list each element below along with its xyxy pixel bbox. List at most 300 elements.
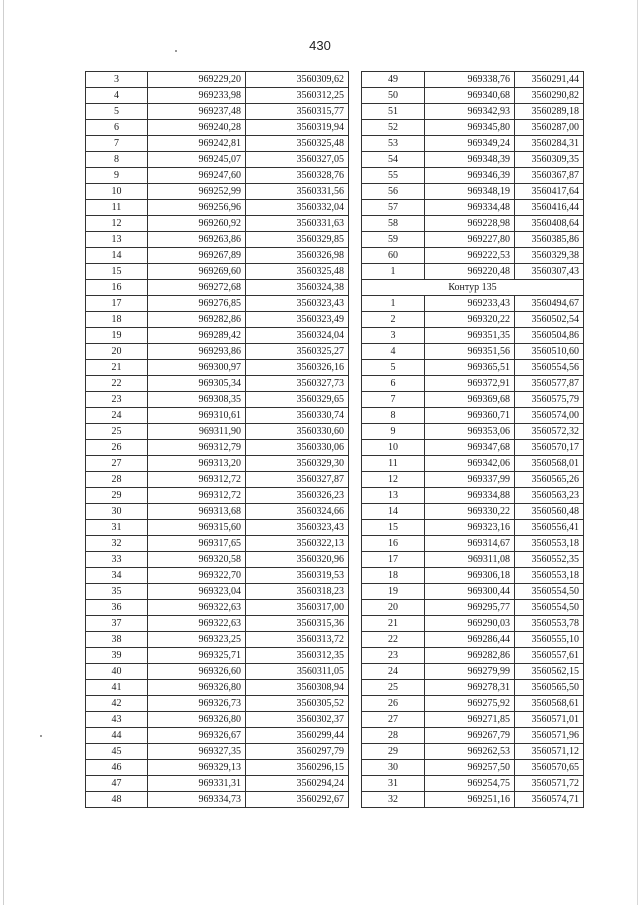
point-number-cell: 1 [362,296,425,312]
point-number-cell: 6 [86,120,148,136]
table-row [362,200,584,216]
coordinate-x-cell: 969311,90 [148,424,246,440]
coordinate-y-cell: 3560326,16 [246,360,349,376]
coordinate-y-cell: 3560570,65 [515,760,584,776]
coordinate-y-cell: 3560319,94 [246,120,349,136]
coordinate-x-cell: 969365,51 [425,360,515,376]
coordinate-y-cell: 3560571,12 [515,744,584,760]
point-number-cell: 57 [362,200,425,216]
table-row [86,552,349,568]
coordinate-y-cell: 3560332,04 [246,200,349,216]
coordinate-y-cell: 3560557,61 [515,648,584,664]
coordinate-y-cell: 3560555,10 [515,632,584,648]
point-number-cell: 48 [86,792,148,808]
coordinate-x-cell: 969340,68 [425,88,515,104]
coordinate-x-cell: 969290,03 [425,616,515,632]
coordinate-y-cell: 3560329,65 [246,392,349,408]
coordinate-y-cell: 3560292,67 [246,792,349,808]
table-row [362,360,584,376]
point-number-cell: 5 [86,104,148,120]
table-row [86,424,349,440]
coordinate-x-cell: 969315,60 [148,520,246,536]
table-row [86,344,349,360]
coordinate-x-cell: 969312,79 [148,440,246,456]
coordinate-x-cell: 969312,72 [148,488,246,504]
coordinate-y-cell: 3560313,72 [246,632,349,648]
table-row [362,72,584,88]
table-row [86,408,349,424]
coordinate-x-cell: 969334,48 [425,200,515,216]
coordinate-x-cell: 969267,79 [425,728,515,744]
coordinate-x-cell: 969282,86 [425,648,515,664]
table-row [362,760,584,776]
point-number-cell: 28 [362,728,425,744]
table-row [362,264,584,280]
table-row [362,472,584,488]
coordinate-y-cell: 3560556,41 [515,520,584,536]
point-number-cell: 11 [362,456,425,472]
coordinate-x-cell: 969326,60 [148,664,246,680]
table-row [86,568,349,584]
coordinate-y-cell: 3560575,79 [515,392,584,408]
coordinate-x-cell: 969314,67 [425,536,515,552]
table-row [362,328,584,344]
coordinate-x-cell: 969322,70 [148,568,246,584]
table-row [362,296,584,312]
point-number-cell: 58 [362,216,425,232]
coordinate-x-cell: 969323,16 [425,520,515,536]
point-number-cell: 18 [362,568,425,584]
coordinate-y-cell: 3560302,37 [246,712,349,728]
coordinate-y-cell: 3560325,48 [246,136,349,152]
coordinate-x-cell: 969369,68 [425,392,515,408]
table-row [362,312,584,328]
coordinate-x-cell: 969240,28 [148,120,246,136]
coordinate-y-cell: 3560385,86 [515,232,584,248]
coordinate-y-cell: 3560571,72 [515,776,584,792]
coordinate-x-cell: 969334,73 [148,792,246,808]
coordinate-y-cell: 3560562,15 [515,664,584,680]
table-row [362,408,584,424]
point-number-cell: 24 [362,664,425,680]
coordinate-x-cell: 969351,56 [425,344,515,360]
coordinate-x-cell: 969279,99 [425,664,515,680]
point-number-cell: 25 [86,424,148,440]
coordinate-x-cell: 969293,86 [148,344,246,360]
point-number-cell: 13 [86,232,148,248]
coordinate-y-cell: 3560323,43 [246,520,349,536]
point-number-cell: 39 [86,648,148,664]
coordinate-y-cell: 3560554,50 [515,584,584,600]
table-row [86,584,349,600]
point-number-cell: 35 [86,584,148,600]
coordinate-x-cell: 969237,48 [148,104,246,120]
point-number-cell: 22 [362,632,425,648]
table-row [86,296,349,312]
coordinate-x-cell: 969330,22 [425,504,515,520]
table-row [86,136,349,152]
coordinate-y-cell: 3560416,44 [515,200,584,216]
point-number-cell: 7 [86,136,148,152]
table-row [362,712,584,728]
coordinate-y-cell: 3560330,60 [246,424,349,440]
table-row [362,744,584,760]
coordinate-x-cell: 969313,20 [148,456,246,472]
point-number-cell: 31 [86,520,148,536]
coordinate-x-cell: 969256,96 [148,200,246,216]
coordinate-x-cell: 969272,68 [148,280,246,296]
point-number-cell: 14 [362,504,425,520]
point-number-cell: 47 [86,776,148,792]
coordinate-x-cell: 969327,35 [148,744,246,760]
point-number-cell: 17 [86,296,148,312]
coordinate-x-cell: 969323,25 [148,632,246,648]
coordinate-x-cell: 969278,31 [425,680,515,696]
coordinate-y-cell: 3560553,18 [515,568,584,584]
coordinate-x-cell: 969345,80 [425,120,515,136]
coordinate-x-cell: 969338,76 [425,72,515,88]
coordinate-y-cell: 3560326,98 [246,248,349,264]
coordinates-table-right [361,71,584,808]
coordinate-x-cell: 969351,35 [425,328,515,344]
point-number-cell: 12 [362,472,425,488]
coordinates-table-right-body [362,72,584,808]
coordinate-y-cell: 3560331,56 [246,184,349,200]
coordinate-y-cell: 3560320,96 [246,552,349,568]
table-row [86,456,349,472]
coordinate-y-cell: 3560318,23 [246,584,349,600]
table-row [86,744,349,760]
table-row [362,728,584,744]
point-number-cell: 36 [86,600,148,616]
coordinate-x-cell: 969263,86 [148,232,246,248]
coordinate-y-cell: 3560319,53 [246,568,349,584]
table-row [86,488,349,504]
point-number-cell: 51 [362,104,425,120]
coordinate-y-cell: 3560577,87 [515,376,584,392]
point-number-cell: 30 [86,504,148,520]
coordinate-y-cell: 3560287,00 [515,120,584,136]
coordinate-y-cell: 3560574,71 [515,792,584,808]
coordinate-y-cell: 3560284,31 [515,136,584,152]
table-row [86,104,349,120]
coordinate-y-cell: 3560324,04 [246,328,349,344]
coordinate-y-cell: 3560330,74 [246,408,349,424]
table-row [86,360,349,376]
point-number-cell: 34 [86,568,148,584]
point-number-cell: 1 [362,264,425,280]
coordinate-x-cell: 969347,68 [425,440,515,456]
section-title: Контур 135 [362,280,584,296]
coordinate-x-cell: 969233,98 [148,88,246,104]
table-row [86,72,349,88]
coordinate-x-cell: 969300,97 [148,360,246,376]
point-number-cell: 30 [362,760,425,776]
coordinate-x-cell: 969233,43 [425,296,515,312]
point-number-cell: 4 [86,88,148,104]
point-number-cell: 3 [362,328,425,344]
table-row [362,568,584,584]
point-number-cell: 27 [362,712,425,728]
table-row [362,456,584,472]
point-number-cell: 20 [362,600,425,616]
coordinate-x-cell: 969326,80 [148,712,246,728]
coordinate-x-cell: 969300,44 [425,584,515,600]
point-number-cell: 16 [362,536,425,552]
table-row [86,664,349,680]
table-row [362,392,584,408]
point-number-cell: 54 [362,152,425,168]
point-number-cell: 59 [362,232,425,248]
coordinate-x-cell: 969311,08 [425,552,515,568]
coordinates-table-left-body [86,72,349,808]
coordinate-y-cell: 3560326,23 [246,488,349,504]
coordinate-y-cell: 3560290,82 [515,88,584,104]
table-row [362,632,584,648]
coordinate-y-cell: 3560568,61 [515,696,584,712]
coordinate-x-cell: 969313,68 [148,504,246,520]
coordinate-x-cell: 969252,99 [148,184,246,200]
point-number-cell: 26 [86,440,148,456]
coordinate-x-cell: 969326,80 [148,680,246,696]
table-row [362,136,584,152]
coordinate-y-cell: 3560560,48 [515,504,584,520]
coordinate-x-cell: 969276,85 [148,296,246,312]
coordinate-x-cell: 969267,89 [148,248,246,264]
coordinate-x-cell: 969286,44 [425,632,515,648]
point-number-cell: 23 [362,648,425,664]
coordinate-y-cell: 3560502,54 [515,312,584,328]
table-row [86,776,349,792]
coordinate-x-cell: 969251,16 [425,792,515,808]
coordinate-y-cell: 3560324,38 [246,280,349,296]
point-number-cell: 24 [86,408,148,424]
coordinate-x-cell: 969346,39 [425,168,515,184]
point-number-cell: 29 [86,488,148,504]
table-row [362,488,584,504]
table-row [362,792,584,808]
coordinate-y-cell: 3560554,50 [515,600,584,616]
point-number-cell: 15 [86,264,148,280]
coordinate-y-cell: 3560329,85 [246,232,349,248]
coordinate-y-cell: 3560309,35 [515,152,584,168]
table-row [86,616,349,632]
coordinate-y-cell: 3560329,38 [515,248,584,264]
coordinate-y-cell: 3560323,43 [246,296,349,312]
table-row [362,616,584,632]
coordinate-x-cell: 969245,07 [148,152,246,168]
coordinate-y-cell: 3560565,50 [515,680,584,696]
coordinate-x-cell: 969220,48 [425,264,515,280]
coordinate-y-cell: 3560309,62 [246,72,349,88]
table-row [86,200,349,216]
table-row [362,216,584,232]
point-number-cell: 19 [362,584,425,600]
coordinate-y-cell: 3560554,56 [515,360,584,376]
table-row [362,88,584,104]
table-row [362,520,584,536]
table-row [86,152,349,168]
coordinate-y-cell: 3560572,32 [515,424,584,440]
coordinate-y-cell: 3560571,96 [515,728,584,744]
point-number-cell: 28 [86,472,148,488]
coordinate-x-cell: 969325,71 [148,648,246,664]
coordinate-y-cell: 3560305,52 [246,696,349,712]
point-number-cell: 7 [362,392,425,408]
point-number-cell: 26 [362,696,425,712]
coordinate-y-cell: 3560568,01 [515,456,584,472]
table-row [86,760,349,776]
table-row [362,696,584,712]
coordinate-x-cell: 969372,91 [425,376,515,392]
coordinate-y-cell: 3560328,76 [246,168,349,184]
point-number-cell: 4 [362,344,425,360]
table-row [86,648,349,664]
coordinate-y-cell: 3560325,27 [246,344,349,360]
coordinate-x-cell: 969334,88 [425,488,515,504]
page-edge-right [637,0,638,905]
table-row [86,632,349,648]
point-number-cell: 56 [362,184,425,200]
point-number-cell: 12 [86,216,148,232]
table-row [86,712,349,728]
coordinate-x-cell: 969308,35 [148,392,246,408]
coordinate-y-cell: 3560307,43 [515,264,584,280]
point-number-cell: 41 [86,680,148,696]
table-row [86,680,349,696]
table-row [86,472,349,488]
point-number-cell: 9 [362,424,425,440]
table-row [86,264,349,280]
table-row [362,648,584,664]
coordinate-y-cell: 3560312,35 [246,648,349,664]
table-row [362,168,584,184]
coordinate-x-cell: 969353,06 [425,424,515,440]
table-row [362,376,584,392]
point-number-cell: 10 [362,440,425,456]
coordinate-x-cell: 969262,53 [425,744,515,760]
point-number-cell: 40 [86,664,148,680]
point-number-cell: 29 [362,744,425,760]
point-number-cell: 33 [86,552,148,568]
coordinate-y-cell: 3560312,25 [246,88,349,104]
coordinate-y-cell: 3560563,23 [515,488,584,504]
point-number-cell: 17 [362,552,425,568]
point-number-cell: 2 [362,312,425,328]
coordinate-x-cell: 969331,31 [148,776,246,792]
coordinate-x-cell: 969289,42 [148,328,246,344]
point-number-cell: 22 [86,376,148,392]
point-number-cell: 45 [86,744,148,760]
coordinate-y-cell: 3560299,44 [246,728,349,744]
coordinate-y-cell: 3560315,77 [246,104,349,120]
point-number-cell: 8 [86,152,148,168]
table-row [362,600,584,616]
coordinate-y-cell: 3560311,05 [246,664,349,680]
coordinate-x-cell: 969349,24 [425,136,515,152]
coordinate-y-cell: 3560504,86 [515,328,584,344]
page-number: 430 [309,38,331,53]
coordinate-x-cell: 969305,34 [148,376,246,392]
coordinate-x-cell: 969342,06 [425,456,515,472]
coordinate-x-cell: 969282,86 [148,312,246,328]
point-number-cell: 16 [86,280,148,296]
table-row [362,344,584,360]
point-number-cell: 60 [362,248,425,264]
point-number-cell: 6 [362,376,425,392]
point-number-cell: 37 [86,616,148,632]
section-title-row [362,280,584,296]
table-row [86,728,349,744]
point-number-cell: 32 [362,792,425,808]
table-row [86,376,349,392]
point-number-cell: 43 [86,712,148,728]
point-number-cell: 14 [86,248,148,264]
coordinate-y-cell: 3560510,60 [515,344,584,360]
coordinate-y-cell: 3560308,94 [246,680,349,696]
coordinate-x-cell: 969222,53 [425,248,515,264]
coordinate-y-cell: 3560322,13 [246,536,349,552]
coordinate-x-cell: 969254,75 [425,776,515,792]
table-row [86,184,349,200]
table-row [362,552,584,568]
coordinate-y-cell: 3560494,67 [515,296,584,312]
coordinate-y-cell: 3560327,87 [246,472,349,488]
point-number-cell: 27 [86,456,148,472]
point-number-cell: 15 [362,520,425,536]
coordinate-y-cell: 3560315,36 [246,616,349,632]
table-row [362,232,584,248]
coordinates-table-left [85,71,349,808]
coordinate-x-cell: 969269,60 [148,264,246,280]
point-number-cell: 20 [86,344,148,360]
table-row [362,184,584,200]
coordinate-x-cell: 969310,61 [148,408,246,424]
coordinate-x-cell: 969360,71 [425,408,515,424]
table-row [86,88,349,104]
coordinate-x-cell: 969348,19 [425,184,515,200]
point-number-cell: 9 [86,168,148,184]
table-row [362,152,584,168]
coordinate-x-cell: 969337,99 [425,472,515,488]
coordinate-y-cell: 3560327,05 [246,152,349,168]
point-number-cell: 38 [86,632,148,648]
coordinate-x-cell: 969317,65 [148,536,246,552]
coordinate-x-cell: 969323,04 [148,584,246,600]
table-row [362,776,584,792]
coordinate-y-cell: 3560297,79 [246,744,349,760]
table-row [86,600,349,616]
coordinate-x-cell: 969329,13 [148,760,246,776]
coordinate-y-cell: 3560408,64 [515,216,584,232]
coordinate-y-cell: 3560571,01 [515,712,584,728]
point-number-cell: 8 [362,408,425,424]
coordinate-x-cell: 969227,80 [425,232,515,248]
coordinate-x-cell: 969320,22 [425,312,515,328]
coordinate-y-cell: 3560574,00 [515,408,584,424]
coordinate-x-cell: 969229,20 [148,72,246,88]
table-row [362,536,584,552]
coordinate-y-cell: 3560296,15 [246,760,349,776]
table-row [362,584,584,600]
table-row [86,120,349,136]
table-row [86,440,349,456]
table-row [86,168,349,184]
coordinate-x-cell: 969247,60 [148,168,246,184]
coordinate-x-cell: 969260,92 [148,216,246,232]
page-edge-left [3,0,4,905]
coordinate-y-cell: 3560553,78 [515,616,584,632]
